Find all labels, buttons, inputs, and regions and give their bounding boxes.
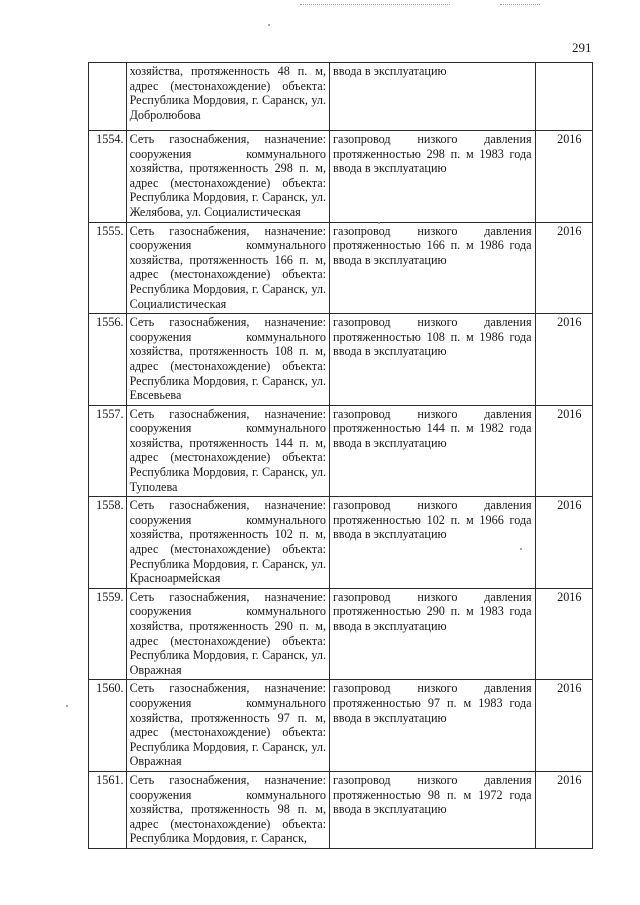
- row-number: 1555.: [89, 222, 127, 314]
- scan-speck: [520, 548, 522, 550]
- table-row: [89, 131, 593, 223]
- year: [535, 63, 592, 131]
- year: 2016: [535, 131, 592, 223]
- object-description: газопровод низкого давления протяженностью 290 п. м 1983 года ввода в эксплуатацию: [330, 588, 536, 680]
- year: 2016: [535, 222, 592, 314]
- row-number: 1560.: [89, 680, 127, 772]
- year: 2016: [535, 405, 592, 497]
- row-number: [89, 63, 127, 131]
- table-row: [89, 405, 593, 497]
- year: 2016: [535, 497, 592, 589]
- table-row: [89, 680, 593, 772]
- scan-artifact: [300, 4, 450, 9]
- object-name: Сеть газоснабжения, назначение: сооружения коммунального хозяйства, протяженность 102 п. м, адрес (местонахождение) объекта: Республика Мордовия, г. Саранск, ул. Красноармейская: [126, 497, 329, 589]
- row-number: 1559.: [89, 588, 127, 680]
- object-name: хозяйства, протяженность 48 п. м, адрес (местонахождение) объекта: Республика Мордовия, г. Саранск, ул. Добролюбова: [126, 63, 329, 131]
- object-description: газопровод низкого давления протяженностью 98 п. м 1972 года ввода в эксплуатацию: [330, 771, 536, 848]
- table-row-continuation: [89, 63, 593, 131]
- object-description: ввода в эксплуатацию: [330, 63, 536, 131]
- object-name: Сеть газоснабжения, назначение: сооружения коммунального хозяйства, протяженность 166 п. м, адрес (местонахождение) объекта: Республика Мордовия, г. Саранск, ул. Социалистическая: [126, 222, 329, 314]
- object-description: газопровод низкого давления протяженностью 298 п. м 1983 года ввода в эксплуатацию: [330, 131, 536, 223]
- table-row: [89, 771, 593, 848]
- row-number: 1558.: [89, 497, 127, 589]
- object-name: Сеть газоснабжения, назначение: сооружения коммунального хозяйства, протяженность 144 п. м, адрес (местонахождение) объекта: Республика Мордовия, г. Саранск, ул. Туполева: [126, 405, 329, 497]
- object-name: Сеть газоснабжения, назначение: сооружения коммунального хозяйства, протяженность 98 п. м, адрес (местонахождение) объекта: Республика Мордовия, г. Саранск,: [126, 771, 329, 848]
- table-row: [89, 314, 593, 406]
- object-name: Сеть газоснабжения, назначение: сооружения коммунального хозяйства, протяженность 290 п. м, адрес (местонахождение) объекта: Республика Мордовия, г. Саранск, ул. Овражная: [126, 588, 329, 680]
- object-description: газопровод низкого давления протяженностью 166 п. м 1986 года ввода в эксплуатацию: [330, 222, 536, 314]
- object-description: газопровод низкого давления протяженностью 102 п. м 1966 года ввода в эксплуатацию: [330, 497, 536, 589]
- table-row: [89, 222, 593, 314]
- object-description: газопровод низкого давления протяженностью 144 п. м 1982 года ввода в эксплуатацию: [330, 405, 536, 497]
- scan-speck: [66, 705, 68, 707]
- row-number: 1561.: [89, 771, 127, 848]
- year: 2016: [535, 771, 592, 848]
- year: 2016: [535, 314, 592, 406]
- scan-speck: [268, 24, 270, 26]
- table-row: [89, 497, 593, 589]
- row-number: 1556.: [89, 314, 127, 406]
- object-name: Сеть газоснабжения, назначение: сооружения коммунального хозяйства, протяженность 298 п. м, адрес (местонахождение) объекта: Республика Мордовия, г. Саранск, ул. Желябова, ул. Социалистическая: [126, 131, 329, 223]
- object-name: Сеть газоснабжения, назначение: сооружения коммунального хозяйства, протяженность 97 п. м, адрес (местонахождение) объекта: Республика Мордовия, г. Саранск, ул. Овражная: [126, 680, 329, 772]
- object-description: газопровод низкого давления протяженностью 97 п. м 1983 года ввода в эксплуатацию: [330, 680, 536, 772]
- year: 2016: [535, 588, 592, 680]
- row-number: 1557.: [89, 405, 127, 497]
- row-number: 1554.: [89, 131, 127, 223]
- scan-artifact: [500, 4, 540, 9]
- table-row: [89, 588, 593, 680]
- registry-table: [88, 62, 593, 849]
- object-name: Сеть газоснабжения, назначение: сооружения коммунального хозяйства, протяженность 108 п. м, адрес (местонахождение) объекта: Республика Мордовия, г. Саранск, ул. Евсевьева: [126, 314, 329, 406]
- year: 2016: [535, 680, 592, 772]
- scan-speck: [378, 222, 380, 224]
- page-number: 291: [572, 40, 592, 55]
- object-description: газопровод низкого давления протяженностью 108 п. м 1986 года ввода в эксплуатацию: [330, 314, 536, 406]
